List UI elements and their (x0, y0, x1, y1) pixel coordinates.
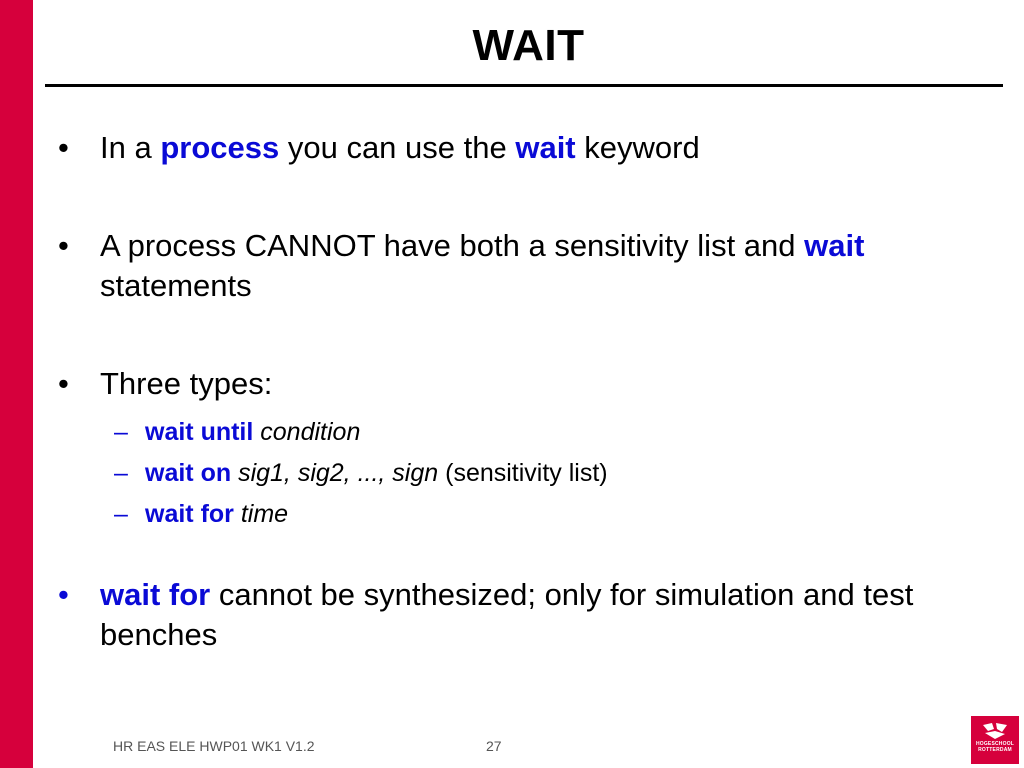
note-text: (sensitivity list) (445, 459, 608, 487)
bullet-marker: • (58, 130, 69, 165)
argument-text: time (240, 500, 289, 528)
list-item (100, 453, 958, 494)
bullet-marker: • (58, 366, 69, 401)
keyword-wait-for: wait for (100, 577, 211, 612)
bullet-text: Three types: (100, 366, 273, 401)
slide-title: WAIT (472, 21, 585, 70)
keyword-wait-until: wait until (145, 418, 254, 446)
title-divider (45, 84, 1003, 87)
argument-text: sig1, sig2, ..., sign (238, 459, 439, 487)
bullet-text: you can use the (279, 130, 516, 165)
bullet-marker: • (58, 577, 69, 612)
bullet-process-wait (58, 128, 958, 168)
keyword-process: process (160, 130, 280, 165)
argument-text: condition (260, 418, 361, 446)
logo-text-line1: HOGESCHOOL (975, 741, 1015, 747)
sub-bullet-marker: – (114, 500, 128, 528)
bullet-sensitivity-list (58, 226, 958, 306)
list-item (100, 494, 958, 535)
logo-emblem-icon (980, 721, 1010, 741)
bullet-text: keyword (575, 130, 700, 165)
bullet-wait-for-synthesis (58, 575, 958, 655)
sub-bullet-marker: – (114, 418, 128, 446)
page-number: 27 (486, 738, 502, 754)
bullet-text: In a (100, 130, 161, 165)
bullet-text: cannot be synthesized; only for simulation and test benches (100, 577, 914, 652)
logo-text-line2: ROTTERDAM (978, 747, 1012, 753)
list-item (100, 412, 958, 453)
sub-bullet-marker: – (114, 459, 128, 487)
hogeschool-rotterdam-logo-icon (971, 716, 1019, 764)
left-accent-bar (0, 0, 33, 768)
footer-course-code: HR EAS ELE HWP01 WK1 V1.2 (113, 738, 315, 754)
keyword-wait: wait (804, 228, 865, 263)
bullet-marker: • (58, 228, 69, 263)
bullet-three-types (58, 364, 958, 404)
keyword-wait-for: wait for (145, 500, 234, 528)
bullet-text: statements (100, 268, 252, 303)
keyword-wait-on: wait on (145, 459, 232, 487)
wait-types-list (58, 412, 958, 535)
bullet-text: A process CANNOT have both a sensitivity list and (100, 228, 805, 263)
slide-content (58, 128, 958, 655)
keyword-wait: wait (515, 130, 576, 165)
